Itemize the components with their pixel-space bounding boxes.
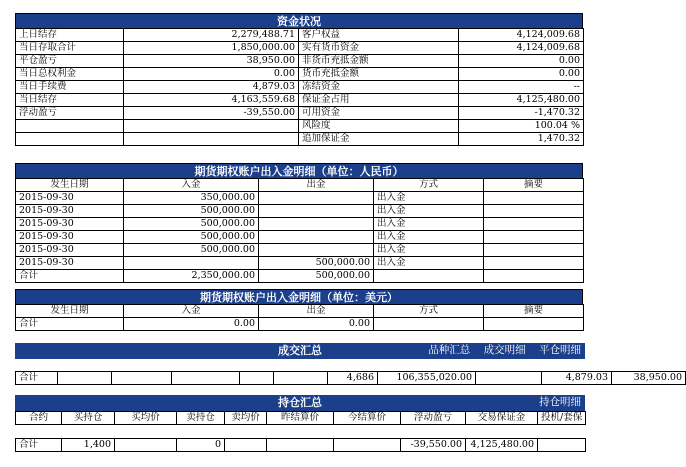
fund-label: 风险度 [299,120,459,133]
table-cell: 2,350,000.00 [124,270,259,283]
position-header-table [15,411,586,425]
fund-value: 0.00 [459,68,584,81]
table-cell [484,318,584,331]
fund-value: -- [459,81,584,94]
column-header: 出金 [259,305,374,318]
table-cell [374,318,484,331]
table-cell: 2015-09-30 [16,244,124,257]
column-header: 方式 [374,305,484,318]
fund-value: 4,124,009.68 [459,42,584,55]
trade-detail-link[interactable]: 成交明细 [483,344,526,356]
fund-label: 当日存取合计 [16,42,124,55]
fund-label: 非货币充抵金额 [299,55,459,68]
table-cell: 4,686 [328,372,378,385]
variety-summary-link[interactable]: 品种汇总 [428,344,471,356]
column-header: 发生日期 [16,179,124,192]
table-cell [259,231,374,244]
usd-header-row [16,305,584,318]
table-cell [374,270,484,283]
table-cell [267,439,334,452]
table-cell [115,439,177,452]
fund-label: 追加保证金 [299,133,459,146]
fund-label: 实有货币资金 [299,42,459,55]
column-header: 发生日期 [16,305,124,318]
fund-label [16,133,124,146]
fund-label: 当日结存 [16,94,124,107]
table-cell [124,257,259,270]
table-cell: 500,000.00 [124,244,259,257]
table-cell: 500,000.00 [259,270,374,283]
table-row [16,270,584,283]
fund-label: 可用资金 [299,107,459,120]
table-cell [334,439,401,452]
table-cell: 1,400 [62,439,115,452]
table-cell [484,257,584,270]
fund-section-title: 资金状况 [15,13,583,29]
fund-label: 浮动盈亏 [16,107,124,120]
table-cell: 38,950.00 [612,372,686,385]
table-cell [484,231,584,244]
fund-value: 0.00 [459,55,584,68]
trade-summary-title: 成交汇总 [278,344,322,357]
fund-row [16,133,584,146]
fund-row [16,107,584,120]
fund-label: 货币充抵金额 [299,68,459,81]
fund-label: 当日总权利金 [16,68,124,81]
column-header: 摘要 [484,305,584,318]
column-header: 入金 [124,305,259,318]
table-cell: 500,000.00 [124,205,259,218]
position-summary-title: 持仓汇总 [278,396,322,409]
table-cell: 350,000.00 [124,192,259,205]
fund-value: 0.00 [124,68,299,81]
table-cell: 合计 [16,372,58,385]
table-row [16,244,584,257]
column-header: 浮动盈亏 [401,412,466,425]
table-row [16,318,584,331]
table-cell: 出入金 [374,218,484,231]
column-header: 投机/套保 [538,412,586,425]
table-cell: 2015-09-30 [16,257,124,270]
usd-section-title: 期货期权账户出入金明细（单位：美元） [15,289,583,305]
fund-value: 1,470.32 [459,133,584,146]
rmb-table [15,178,584,283]
trade-total-row [16,372,686,385]
fund-label: 当日手续费 [16,81,124,94]
table-cell [240,372,274,385]
table-cell [259,218,374,231]
column-header: 交易保证金 [466,412,538,425]
table-cell: 0.00 [259,318,374,331]
position-total-table [15,438,586,452]
fund-value: -1,470.32 [459,107,584,120]
table-cell [484,244,584,257]
table-cell [484,218,584,231]
table-cell [225,439,267,452]
column-header: 卖均价 [225,412,267,425]
table-cell: 500,000.00 [259,257,374,270]
table-cell: 2015-09-30 [16,231,124,244]
table-row [16,192,584,205]
fund-label: 冻结资金 [299,81,459,94]
column-header: 卖持仓 [177,412,225,425]
position-total-row [16,439,586,452]
column-header: 入金 [124,179,259,192]
column-header: 买持仓 [62,412,115,425]
table-cell [259,244,374,257]
table-cell: 0.00 [124,318,259,331]
fund-value: 4,124,009.68 [459,29,584,42]
table-cell [259,192,374,205]
fund-label: 客户权益 [299,29,459,42]
table-cell [112,372,172,385]
rmb-section-title: 期货期权账户出入金明细（单位：人民币） [15,163,583,179]
fund-row [16,68,584,81]
fund-row [16,55,584,68]
position-header-row [16,412,586,425]
table-cell: 出入金 [374,257,484,270]
fund-value: 100.04 % [459,120,584,133]
fund-value: 1,850,000.00 [124,42,299,55]
column-header: 买均价 [115,412,177,425]
trade-summary-table [15,371,686,385]
fund-row [16,81,584,94]
table-cell: 500,000.00 [124,218,259,231]
table-cell: -39,550.00 [401,439,466,452]
table-cell: 出入金 [374,244,484,257]
fund-value [124,133,299,146]
table-cell: 2015-09-30 [16,192,124,205]
fund-value: 4,125,480.00 [459,94,584,107]
table-cell [484,270,584,283]
table-cell: 4,125,480.00 [466,439,538,452]
table-row [16,231,584,244]
fund-row [16,120,584,133]
column-header: 昨结算价 [267,412,334,425]
table-cell: 2015-09-30 [16,205,124,218]
column-header: 合约 [16,412,62,425]
table-cell [172,372,240,385]
fund-value: 4,879.03 [124,81,299,94]
table-cell: 合计 [16,439,62,452]
table-cell [484,205,584,218]
usd-table [15,304,584,331]
fund-label: 平仓盈亏 [16,55,124,68]
table-cell [58,372,112,385]
table-cell: 合计 [16,270,124,283]
table-cell: 出入金 [374,231,484,244]
table-cell [274,372,328,385]
table-cell [484,192,584,205]
table-cell [259,205,374,218]
close-detail-link[interactable]: 平仓明细 [539,344,581,356]
column-header: 摘要 [484,179,584,192]
fund-row [16,29,584,42]
table-cell [476,372,542,385]
fund-value: 4,163,559.68 [124,94,299,107]
fund-row [16,42,584,55]
position-summary-bar [15,395,585,411]
fund-table [15,28,584,146]
fund-label: 保证金占用 [299,94,459,107]
table-cell: 4,879.03 [542,372,612,385]
fund-value [124,120,299,133]
fund-label [16,120,124,133]
trade-summary-bar [15,343,585,359]
table-cell [538,439,586,452]
table-cell: 106,355,020.00 [378,372,476,385]
table-row [16,205,584,218]
fund-row [16,94,584,107]
table-cell: 2015-09-30 [16,218,124,231]
table-cell: 500,000.00 [124,231,259,244]
fund-value: 38,950.00 [124,55,299,68]
position-detail-link[interactable]: 持仓明细 [539,396,581,408]
column-header: 今结算价 [334,412,401,425]
fund-value: 2,279,488.71 [124,29,299,42]
table-row [16,218,584,231]
rmb-header-row [16,179,584,192]
table-cell: 合计 [16,318,124,331]
table-cell: 0 [177,439,225,452]
fund-value: -39,550.00 [124,107,299,120]
column-header: 方式 [374,179,484,192]
table-cell: 出入金 [374,205,484,218]
fund-label: 上日结存 [16,29,124,42]
column-header: 出金 [259,179,374,192]
table-row [16,257,584,270]
table-cell: 出入金 [374,192,484,205]
